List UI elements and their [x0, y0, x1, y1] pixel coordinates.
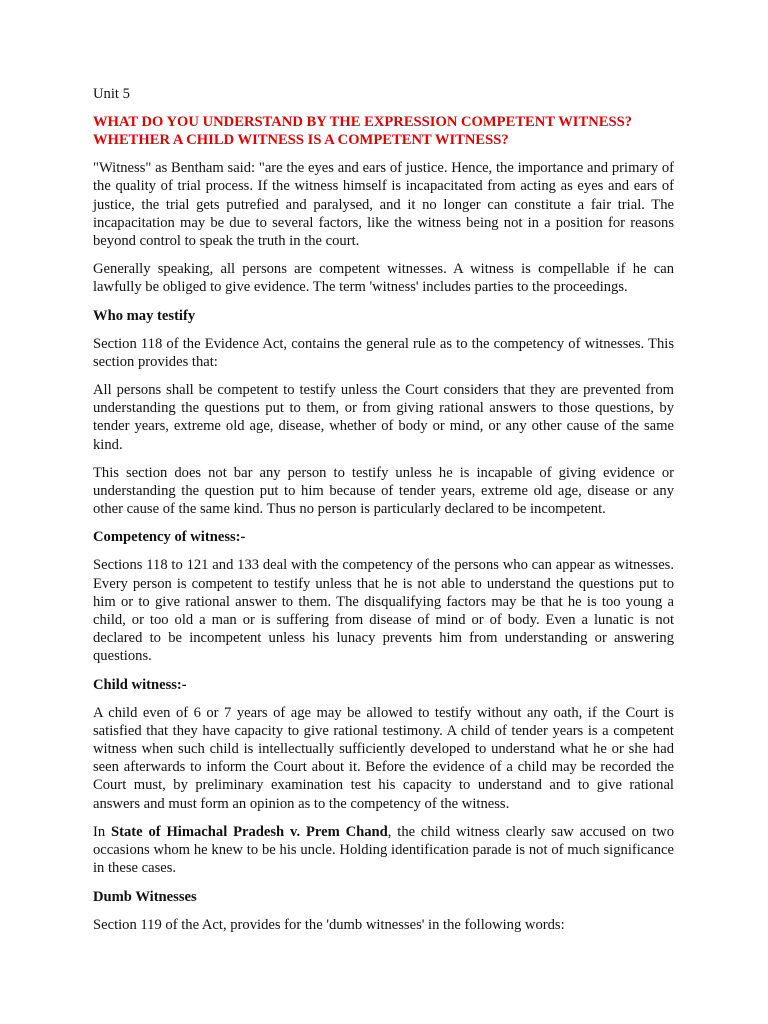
paragraph-section-119: Section 119 of the Act, provides for the 'dumb witnesses' in the following words: — [93, 916, 565, 933]
paragraph-sections-118-121: Sections 118 to 121 and 133 deal with the competency of the persons who can appear as witnesses. Every person is competent to testify unless that he is not able to understand the questions put to him or to give rational answer to them. The disqualifying factors may be that he is too young a child, or too old a man or is suffering from disease of mind or of body. Even a lunatic is not declared to be incompetent unless his lunacy prevents him from understanding or answering questions. — [93, 557, 674, 665]
document-title — [93, 113, 674, 149]
paragraph-case-prem-chand — [93, 823, 674, 878]
case-name: State of Himachal Pradesh v. Prem Chand — [111, 823, 388, 840]
paragraph-section-118: Section 118 of the Evidence Act, contains the general rule as to the competency of witnesses. This section provides that: — [93, 335, 674, 370]
title-line-1: WHAT DO YOU UNDERSTAND BY THE EXPRESSION COMPETENT WITNESS? — [93, 114, 632, 131]
paragraph-all-persons: All persons shall be competent to testify unless the Court considers that they are prevented from understanding the questions put to them, or from giving rational answers to those questions, by tender years, extreme old age, disease, whether of body or mind, or any other cause of the same kind. — [93, 382, 674, 453]
case-prefix: In — [93, 823, 111, 840]
document-page — [93, 85, 674, 944]
heading-competency: Competency of witness:- — [93, 529, 246, 546]
unit-label: Unit 5 — [93, 86, 130, 102]
title-line-2: WHETHER A CHILD WITNESS IS A COMPETENT WITNESS? — [93, 132, 509, 149]
heading-who-may-testify: Who may testify — [93, 307, 196, 324]
heading-child-witness: Child witness:- — [93, 676, 187, 693]
paragraph-general: Generally speaking, all persons are competent witnesses. A witness is compellable if he can lawfully be obliged to give evidence. The term 'witness' includes parties to the proceedings. — [93, 261, 674, 296]
heading-dumb-witnesses: Dumb Witnesses — [93, 888, 197, 905]
case-text: , the child witness clearly saw accused on two occasions whom he knew to be his uncle. Holding identification parade is not of much significance in these cases. — [93, 823, 674, 877]
paragraph-child-age: A child even of 6 or 7 years of age may be allowed to testify without any oath, if the Court is satisfied that they have capacity to give rational testimony. A child of tender years is a competent witness when such child is intellectually sufficiently developed to understand what he or she had seen afterwards to inform the Court about it. Before the evidence of a child may be recorded the Court must, by preliminary examination test his capacity to understand and to give rational answers and must form an opinion as to the competency of the witness. — [93, 704, 674, 812]
paragraph-does-not-bar: This section does not bar any person to testify unless he is incapable of giving evidence or understanding the question put to him because of tender years, extreme old age, disease or any other cause of the same kind. Thus no person is particularly declared to be incompetent. — [93, 464, 674, 518]
paragraph-bentham: "Witness" as Bentham said: "are the eyes and ears of justice. Hence, the importance and primary of the quality of trial process. If the witness himself is incapacitated from acting as eyes and ears of justice, the trial gets putrefied and paralysed, and it no longer can constitute a fair trial. The incapacitation may be due to several factors, like the witness being not in a position for reasons beyond control to speak the truth in the court. — [93, 160, 674, 250]
